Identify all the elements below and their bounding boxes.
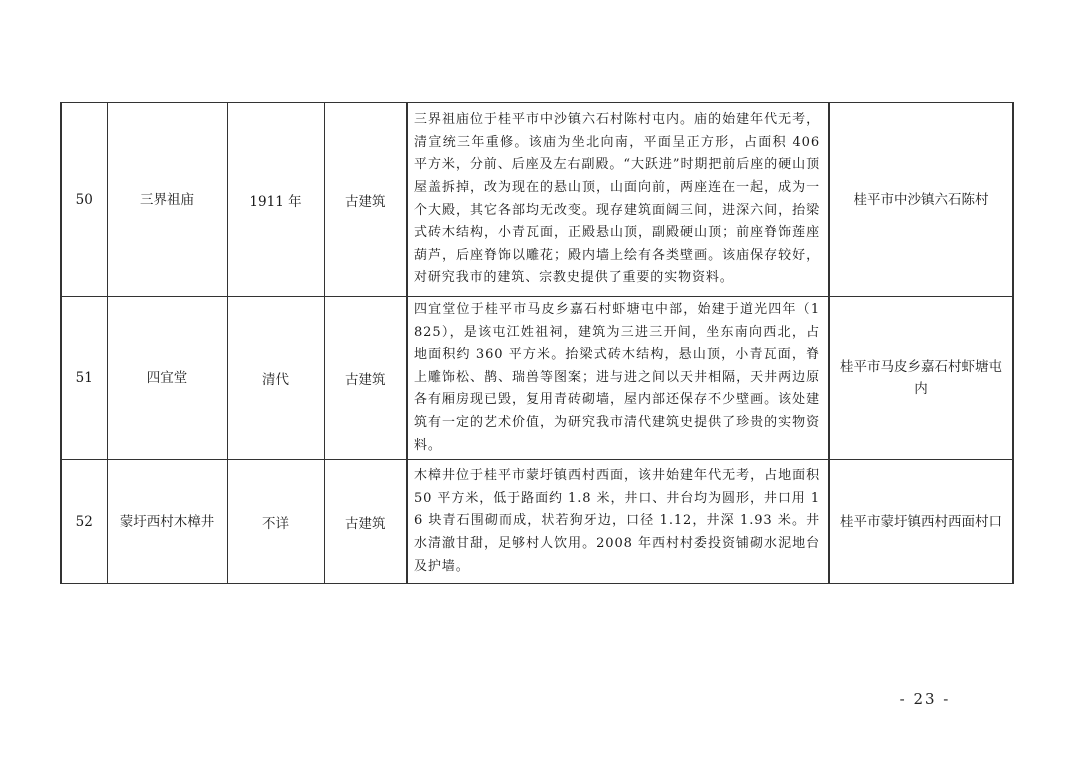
row-number: 52	[61, 460, 107, 584]
site-description: 四宜堂位于桂平市马皮乡嘉石村虾塘屯中部，始建于道光四年（1825），是该屯江姓祖祠，建筑为三进三开间，坐东南向西北，占地面积约 360 平方米。抬梁式砖木结构，悬山顶，小青瓦面，脊上雕饰松、鹊、瑞兽等图案；进与进之间以天井相隔，天井两边原各有厢房现已毁，复用青砖砌墙，屋内部还保存不少壁画。该处建筑有一定的艺术价值，为研究我市清代建筑史提供了珍贵的实物资料。	[407, 297, 829, 460]
page-number: - 23 -	[899, 690, 951, 708]
site-description: 三界祖庙位于桂平市中沙镇六石村陈村屯内。庙的始建年代无考，清宣统三年重修。该庙为坐北向南，平面呈正方形，占面积 406 平方米，分前、后座及左右副殿。“大跃进”时期把前后座的硬山顶屋盖拆掉，改为现在的悬山顶，山面向前，两座连在一起，成为一个大殿，其它各部均无改变。现存建筑面阔三间，进深六间，抬梁式砖木结构，小青瓦面，正殿悬山顶，副殿硬山顶；前座脊饰莲座葫芦，后座脊饰以雕花；殿内墙上绘有各类壁画。该庙保存较好，对研究我市的建筑、宗教史提供了重要的实物资料。	[407, 103, 829, 297]
site-type: 古建筑	[324, 460, 407, 584]
site-location: 桂平市蒙圩镇西村西面村口	[829, 460, 1013, 584]
site-type: 古建筑	[324, 103, 407, 297]
site-era: 清代	[227, 297, 324, 460]
table-row	[61, 297, 1013, 460]
row-number: 50	[61, 103, 107, 297]
site-location: 桂平市中沙镇六石陈村	[829, 103, 1013, 297]
table-row	[61, 460, 1013, 584]
site-description: 木樟井位于桂平市蒙圩镇西村西面，该井始建年代无考，占地面积 50 平方米，低于路面约 1.8 米，井口、井台均为圆形，井口用 16 块青石围砌而成，状若狗牙边，口径 1.12，井深 1.93 米。井水清澈甘甜，足够村人饮用。2008 年西村村委投资铺砌水泥地台及护墙。	[407, 460, 829, 584]
site-name: 三界祖庙	[107, 103, 227, 297]
heritage-table	[60, 102, 1014, 584]
site-era: 不详	[227, 460, 324, 584]
site-era: 1911 年	[227, 103, 324, 297]
site-location: 桂平市马皮乡嘉石村虾塘屯内	[829, 297, 1013, 460]
site-type: 古建筑	[324, 297, 407, 460]
row-number: 51	[61, 297, 107, 460]
table-row	[61, 103, 1013, 297]
site-name: 蒙圩西村木樟井	[107, 460, 227, 584]
site-name: 四宜堂	[107, 297, 227, 460]
